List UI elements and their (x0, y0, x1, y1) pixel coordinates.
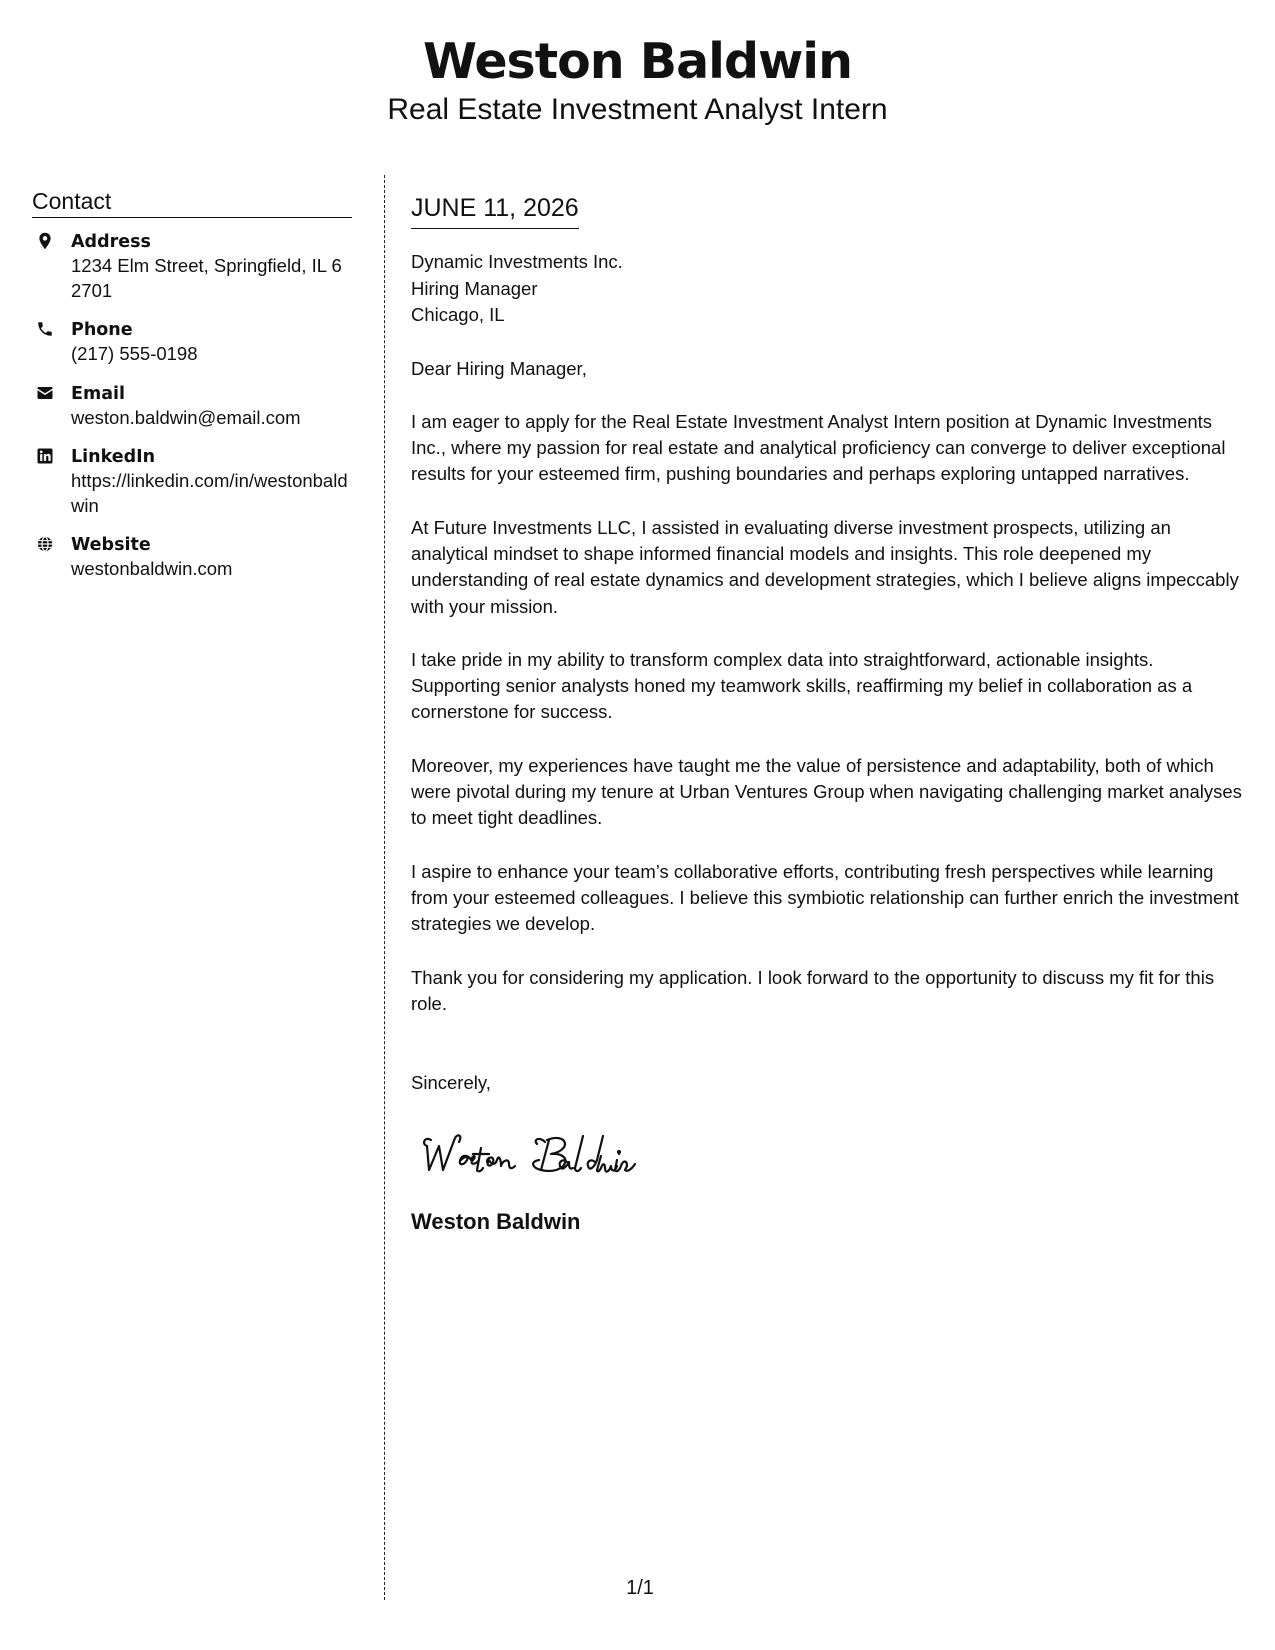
contact-label-email: Email (71, 383, 125, 404)
contact-value-phone: (217) 555-0198 (71, 343, 198, 364)
column-divider (384, 175, 385, 1600)
letter-paragraph: I am eager to apply for the Real Estate Investment Analyst Intern position at Dynamic Investments Inc., where my passion for real estate and analytical proficiency can converge to deliver exceptional results for your esteemed firm, pushing boundaries and perhaps exploring untapped narratives. (411, 410, 1226, 485)
phone-icon (36, 320, 54, 338)
contact-value-email: weston.baldwin@email.com (71, 406, 301, 428)
page-number: 1/1 (626, 1577, 654, 1599)
letter-closing: Sincerely, (411, 1072, 491, 1094)
contact-item-email (32, 382, 352, 431)
letter-paragraph: I take pride in my ability to transform complex data into straightforward, actionable insights. Supporting senior analysts honed my teamwork skills, reaffirming my belief in collaboration as a cornerstone for success. (411, 648, 1193, 723)
letter-paragraph: At Future Investments LLC, I assisted in evaluating diverse investment prospects, utilizing an analytical mindset to shape informed financial models and insights. This role deepened my understanding of real estate dynamics and development strategies, which I believe aligns impeccably with your mission. (411, 516, 1239, 617)
recipient-block (411, 249, 1246, 329)
document-header (0, 32, 1275, 128)
job-title: Real Estate Investment Analyst Intern (387, 93, 888, 126)
recipient-company: Dynamic Investments Inc. (411, 251, 623, 272)
letter-date: JUNE 11, 2026 (411, 192, 579, 229)
contact-label-address: Address (71, 232, 151, 252)
letter-paragraph: Thank you for considering my application. I look forward to the opportunity to discuss my fit for this role. (411, 966, 1215, 1014)
applicant-name: Weston Baldwin (423, 33, 852, 90)
contact-value-website[interactable]: westonbaldwin.com (71, 558, 233, 579)
contact-heading: Contact (32, 187, 352, 218)
recipient-contact: Hiring Manager (411, 277, 538, 299)
contact-label-phone: Phone (71, 320, 133, 340)
contact-sidebar (32, 187, 352, 597)
recipient-location: Chicago, IL (411, 304, 505, 325)
linkedin-icon (36, 447, 54, 465)
envelope-icon (36, 384, 54, 402)
signer-name: Weston Baldwin (411, 1209, 581, 1235)
contact-label-website: Website (71, 535, 151, 555)
letter-paragraph: Moreover, my experiences have taught me the value of persistence and adaptability, both of which were pivotal during my tenure at Urban Ventures Group when navigating challenging market analyses to meet tight deadlines. (411, 754, 1242, 829)
map-pin-icon (36, 232, 54, 250)
contact-item-website (32, 533, 352, 582)
contact-label-linkedin: LinkedIn (71, 447, 156, 467)
letter-paragraph: I aspire to enhance your team’s collaborative efforts, contributing fresh perspectives while learning from your esteemed colleagues. I believe this symbiotic relationship can further enrich the investment strategies we develop. (411, 860, 1239, 935)
contact-value-address: 1234 Elm Street, Springfield, IL 62701 (71, 255, 342, 301)
salutation: Dear Hiring Manager, (411, 357, 587, 379)
contact-item-phone (32, 318, 352, 367)
handwritten-signature (417, 1126, 677, 1186)
contact-value-linkedin[interactable]: https://linkedin.com/in/westonbaldwin (71, 470, 348, 516)
globe-icon (36, 535, 54, 553)
contact-item-linkedin (32, 445, 352, 518)
contact-item-address (32, 230, 352, 303)
letter-body (411, 192, 1246, 1236)
